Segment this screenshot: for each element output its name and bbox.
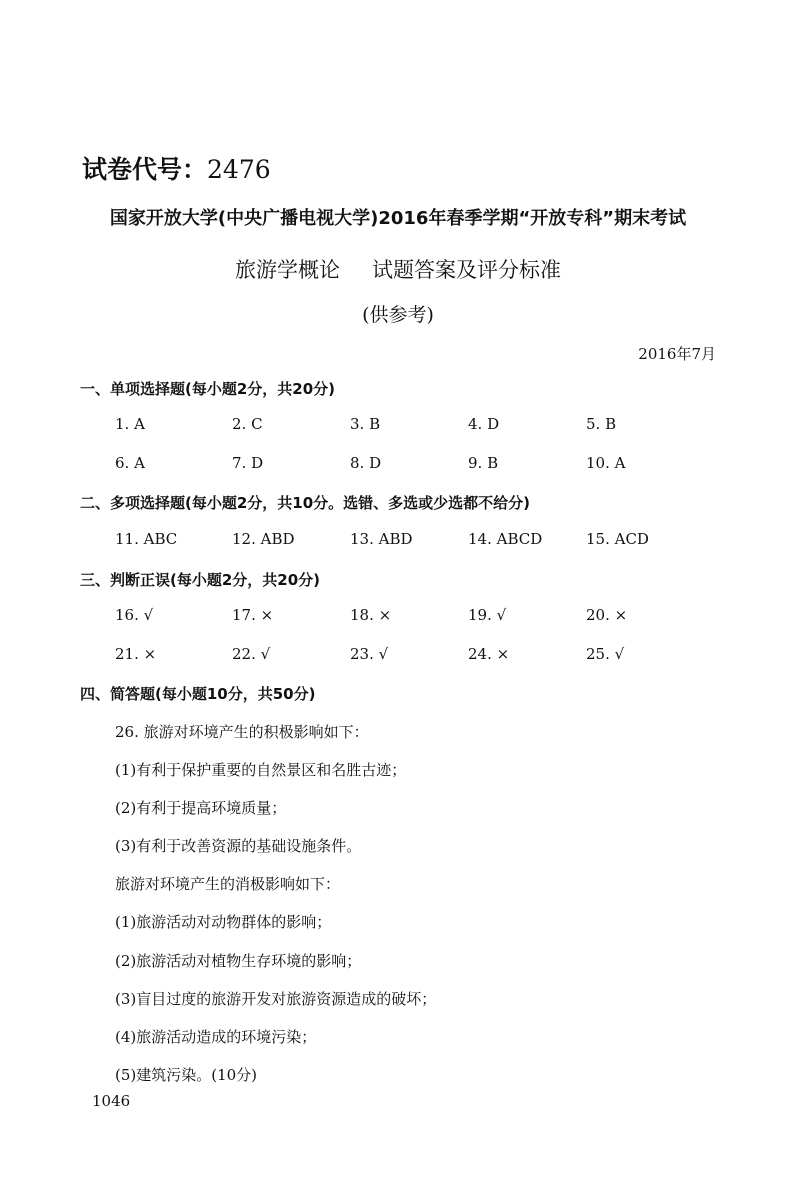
subject-title [0, 254, 796, 284]
section-2-title: 二、多项选择题(每小题2分，共10分。选错、多选或少选都不给分) [80, 494, 531, 512]
answer-line: (4)旅游活动造成的环境污染； [115, 1028, 317, 1046]
answer-item: 11. ABC [115, 530, 178, 548]
answer-item: 19. √ [468, 606, 507, 624]
exam-code [82, 150, 271, 186]
answer-item: 21. × [115, 645, 157, 663]
answer-item: 20. × [586, 606, 628, 624]
answer-item: 8. D [350, 454, 382, 472]
answer-line: (2)旅游活动对植物生存环境的影响； [115, 952, 362, 970]
answer-item: 10. A [586, 454, 626, 472]
answer-line: (1)有利于保护重要的自然景区和名胜古迹； [115, 761, 407, 779]
answer-item: 6. A [115, 454, 145, 472]
exam-code-number: 2476 [207, 155, 271, 184]
section-1-title: 一、单项选择题(每小题2分，共20分) [80, 380, 336, 398]
answer-item: 9. B [468, 454, 499, 472]
answer-line: (3)有利于改善资源的基础设施条件。 [115, 837, 362, 855]
section-3-title: 三、判断正误(每小题2分，共20分) [80, 571, 321, 589]
exam-code-label: 试卷代号： [82, 155, 208, 184]
answer-item: 17. × [232, 606, 274, 624]
answer-item: 3. B [350, 415, 381, 433]
answer-item: 7. D [232, 454, 264, 472]
reference-note: (供参考) [362, 304, 434, 326]
answer-line: (3)盲目过度的旅游开发对旅游资源造成的破坏； [115, 990, 437, 1008]
answer-item: 24. × [468, 645, 510, 663]
answer-line: (2)有利于提高环境质量； [115, 799, 287, 817]
page-number: 1046 [92, 1092, 131, 1110]
doc-type: 试题答案及评分标准 [372, 258, 561, 282]
exam-title: 国家开放大学(中央广播电视大学)2016年春季学期“开放专科”期末考试 [109, 208, 687, 229]
answer-item: 5. B [586, 415, 617, 433]
answer-item: 23. √ [350, 645, 389, 663]
answer-item: 22. √ [232, 645, 271, 663]
answer-line: 旅游对环境产生的消极影响如下： [115, 875, 341, 893]
answer-item: 2. C [232, 415, 263, 433]
answer-line: 26. 旅游对环境产生的积极影响如下： [115, 723, 369, 741]
answer-item: 12. ABD [232, 530, 295, 548]
section-4-title: 四、简答题(每小题10分，共50分) [80, 685, 316, 703]
exam-date: 2016年7月 [638, 345, 716, 363]
answer-item: 15. ACD [586, 530, 649, 548]
answer-line: (5)建筑污染。(10分) [115, 1066, 258, 1084]
answer-line: (1)旅游活动对动物群体的影响； [115, 913, 332, 931]
answer-item: 13. ABD [350, 530, 413, 548]
answer-item: 16. √ [115, 606, 154, 624]
answer-item: 1. A [115, 415, 145, 433]
answer-item: 25. √ [586, 645, 625, 663]
subject-name: 旅游学概论 [235, 258, 340, 282]
answer-item: 4. D [468, 415, 500, 433]
answer-item: 14. ABCD [468, 530, 543, 548]
answer-item: 18. × [350, 606, 392, 624]
